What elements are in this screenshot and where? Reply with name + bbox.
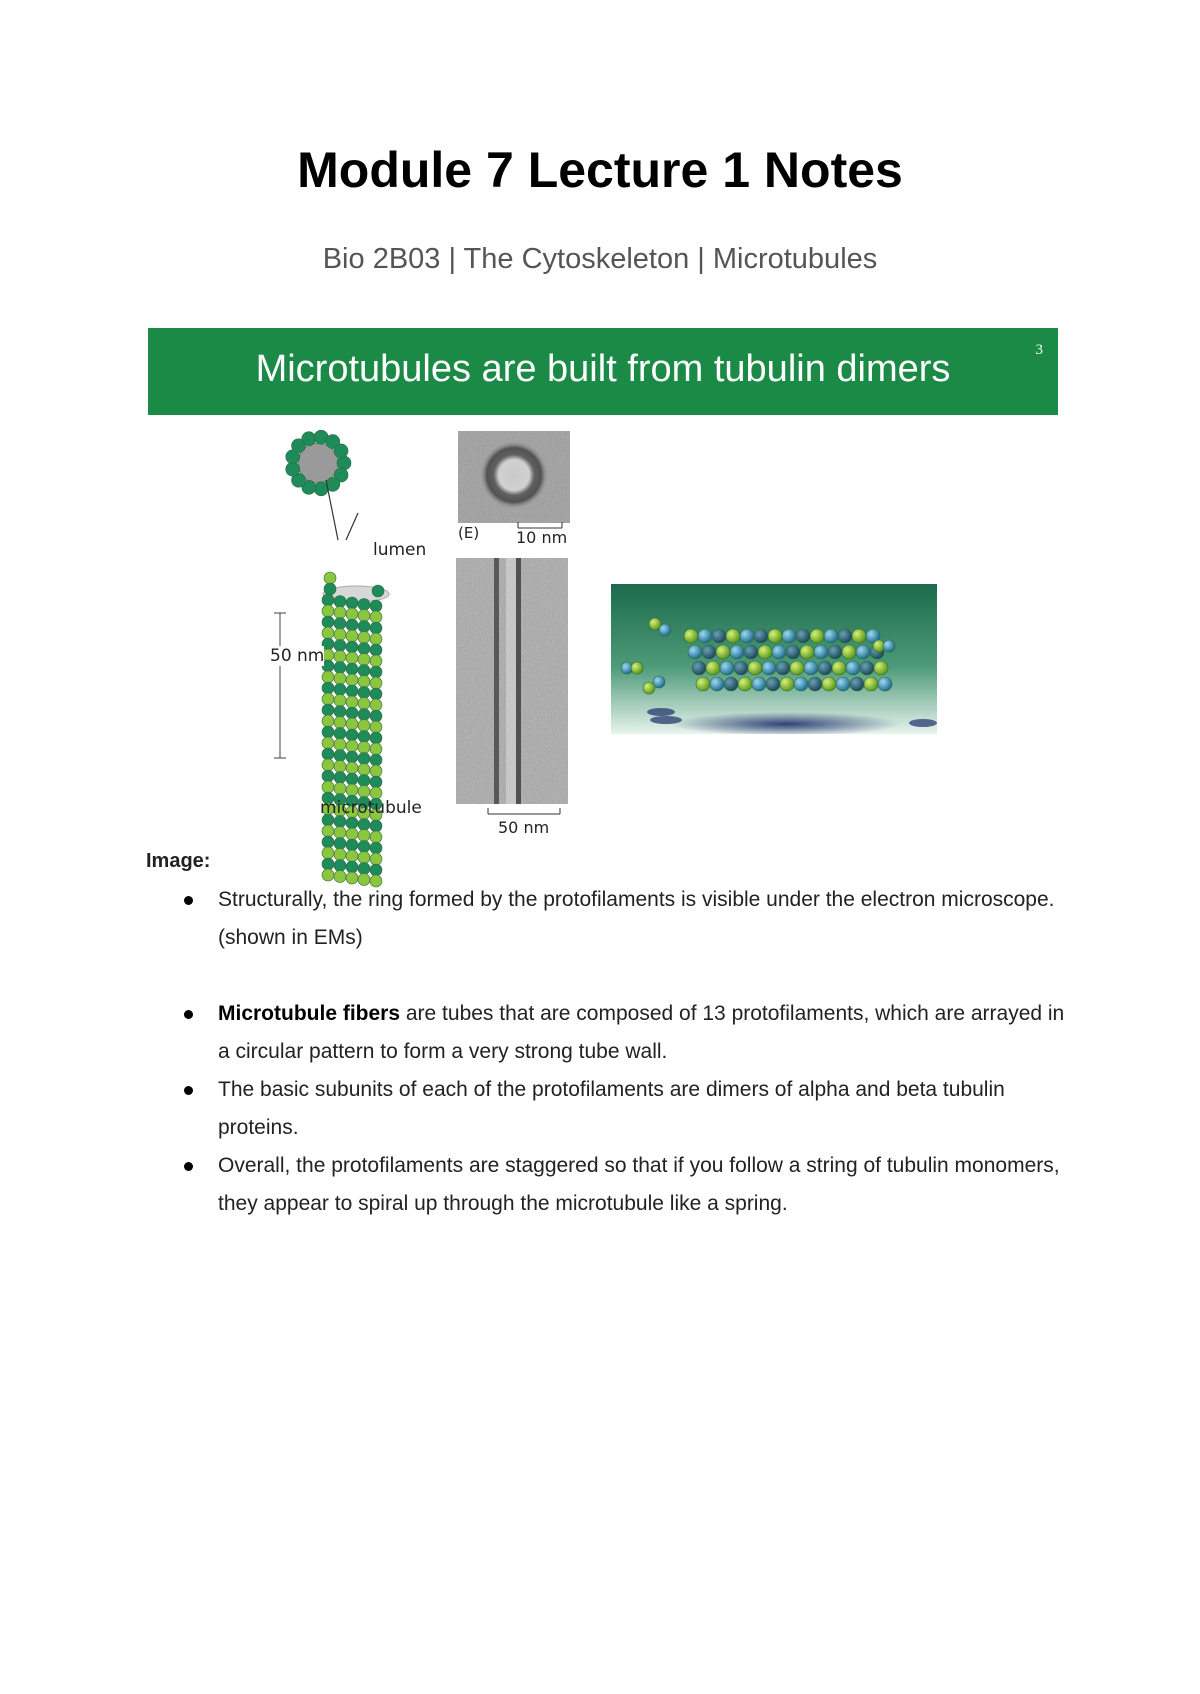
tubulin-subunit xyxy=(358,610,370,622)
tubulin-subunit xyxy=(324,583,336,595)
tubulin-sphere xyxy=(716,645,730,659)
scale-label-bottom: 50 nm xyxy=(498,818,550,837)
tubulin-subunit xyxy=(358,632,370,644)
tubulin-sphere xyxy=(684,629,698,643)
tubulin-sphere xyxy=(800,645,814,659)
tubulin-subunit xyxy=(322,594,334,606)
tubulin-subunit xyxy=(370,655,382,667)
tubulin-subunit xyxy=(346,630,358,642)
tubulin-subunit xyxy=(334,618,346,630)
bullet-text: The basic subunits of each of the protofilaments are dimers of alpha and beta tubulin proteins. xyxy=(218,1078,1005,1139)
tubulin-subunit xyxy=(346,652,358,664)
tubulin-sphere xyxy=(846,661,860,675)
tubulin-sphere xyxy=(836,677,850,691)
tubulin-sphere xyxy=(832,661,846,675)
tubulin-subunit xyxy=(334,761,346,773)
tubulin-subunit xyxy=(370,710,382,722)
tubulin-subunit xyxy=(370,776,382,788)
tubulin-sphere xyxy=(702,645,716,659)
free-tubulin-dimer xyxy=(659,624,671,636)
list-item xyxy=(146,881,1066,957)
tubulin-subunit xyxy=(346,696,358,708)
tubulin-subunit xyxy=(346,707,358,719)
tubulin-subunit xyxy=(358,753,370,765)
em-micrograph-cross-section xyxy=(458,431,570,523)
tubulin-sphere xyxy=(688,645,702,659)
tubulin-sphere xyxy=(698,629,712,643)
tubulin-subunit xyxy=(370,721,382,733)
tubulin-subunit xyxy=(334,640,346,652)
tubulin-sphere xyxy=(814,645,828,659)
tubulin-subunit xyxy=(334,607,346,619)
tubulin-sphere xyxy=(744,645,758,659)
image-label: Image: xyxy=(146,850,211,872)
bullet-text: Structurally, the ring formed by the protofilaments is visible under the electron microscope. (shown in EMs) xyxy=(218,888,1055,949)
tubulin-subunit xyxy=(370,666,382,678)
free-tubulin-dimer xyxy=(653,676,665,688)
tubulin-subunit xyxy=(346,608,358,620)
tubulin-subunit xyxy=(370,600,382,612)
tubulin-subunit xyxy=(334,673,346,685)
tubulin-subunit xyxy=(322,671,334,683)
tubulin-subunit xyxy=(358,764,370,776)
tubulin-subunit xyxy=(334,684,346,696)
tubulin-subunit xyxy=(358,654,370,666)
tubulin-subunit xyxy=(324,572,336,584)
tubulin-subunit xyxy=(322,781,334,793)
bullet-text: Overall, the protofilaments are staggered so that if you follow a string of tubulin monomers, they appear to spiral up through the microtubule like a spring. xyxy=(218,1154,1060,1215)
tubulin-subunit xyxy=(346,773,358,785)
protofilament-subunit xyxy=(302,432,316,446)
tubulin-subunit xyxy=(322,737,334,749)
tubulin-subunit xyxy=(370,732,382,744)
page-title: Module 7 Lecture 1 Notes xyxy=(297,142,903,198)
tubulin-sphere xyxy=(762,661,776,675)
microtubule-label: microtubule xyxy=(320,798,422,818)
tubulin-sphere xyxy=(822,677,836,691)
tubulin-subunit xyxy=(334,772,346,784)
tubulin-sphere xyxy=(758,645,772,659)
protofilament-subunit xyxy=(314,482,328,496)
bullet-dot xyxy=(184,1086,193,1095)
tubulin-sphere xyxy=(850,677,864,691)
tubulin-sphere xyxy=(710,677,724,691)
tubulin-sphere xyxy=(828,645,842,659)
bullet-dot xyxy=(184,1010,193,1019)
tubulin-subunit xyxy=(358,687,370,699)
panel-label: (E) xyxy=(458,524,480,542)
tubulin-subunit xyxy=(346,597,358,609)
microtubule-diagram xyxy=(258,428,438,848)
tubulin-subunit xyxy=(358,665,370,677)
tubulin-subunit xyxy=(322,836,334,848)
microtubule-ring-cross-section xyxy=(286,430,351,496)
tubulin-sphere xyxy=(730,645,744,659)
tubulin-sphere xyxy=(780,677,794,691)
tubulin-subunit xyxy=(322,616,334,628)
tubulin-subunit xyxy=(322,704,334,716)
tubulin-sphere xyxy=(842,645,856,659)
notes-bullet-list xyxy=(146,881,1066,1223)
protofilament-subunit xyxy=(334,444,348,458)
tubulin-subunit xyxy=(334,827,346,839)
protofilament-subunit xyxy=(286,462,300,476)
notes-body xyxy=(146,850,1066,1223)
tubulin-sphere xyxy=(856,645,870,659)
tubulin-subunit xyxy=(370,754,382,766)
tubulin-subunit xyxy=(370,611,382,623)
tubulin-subunit xyxy=(346,619,358,631)
protofilament-subunit xyxy=(337,456,351,470)
tubulin-sphere xyxy=(754,629,768,643)
tubulin-subunit xyxy=(334,717,346,729)
tubulin-subunit xyxy=(358,621,370,633)
tubulin-subunit xyxy=(346,740,358,752)
tubulin-sphere xyxy=(860,661,874,675)
tubulin-subunit xyxy=(370,688,382,700)
tubulin-subunit xyxy=(334,739,346,751)
bullet-bold: Microtubule fibers xyxy=(218,1002,401,1025)
tubulin-subunit xyxy=(346,718,358,730)
free-tubulin-dimer xyxy=(631,662,643,674)
tubulin-subunit xyxy=(370,743,382,755)
tubulin-sphere xyxy=(766,677,780,691)
tubulin-subunit xyxy=(346,663,358,675)
tubulin-subunit xyxy=(322,726,334,738)
tubulin-sphere xyxy=(712,629,726,643)
tubulin-subunit xyxy=(346,751,358,763)
tubulin-sphere xyxy=(696,677,710,691)
tubulin-sphere xyxy=(752,677,766,691)
tubulin-subunit xyxy=(358,698,370,710)
tubulin-subunit xyxy=(346,685,358,697)
tubulin-sphere xyxy=(838,629,852,643)
tubulin-subunit xyxy=(334,629,346,641)
tubulin-sphere xyxy=(720,661,734,675)
tubulin-subunit xyxy=(322,715,334,727)
tubulin-sphere xyxy=(818,661,832,675)
tubulin-sphere xyxy=(864,677,878,691)
tubulin-subunit xyxy=(334,651,346,663)
tubulin-subunit xyxy=(358,775,370,787)
bullet-text: are tubes that are composed of 13 protofilaments, which are arrayed in a circular pattern to form a very strong tube wall. xyxy=(218,1002,1065,1063)
height-label: 50 nm xyxy=(270,646,325,666)
tubulin-sphere xyxy=(748,661,762,675)
tubulin-subunit xyxy=(346,729,358,741)
tubulin-subunit xyxy=(322,605,334,617)
tubulin-sphere xyxy=(782,629,796,643)
microtubule-column xyxy=(322,572,384,887)
tubulin-subunit xyxy=(322,759,334,771)
tubulin-subunit xyxy=(358,731,370,743)
bullet-dot xyxy=(184,1162,193,1171)
tubulin-sphere xyxy=(804,661,818,675)
tubulin-subunit xyxy=(346,784,358,796)
tubulin-subunit xyxy=(334,728,346,740)
tubulin-sphere xyxy=(824,629,838,643)
tubulin-subunit xyxy=(322,770,334,782)
tubulin-subunit xyxy=(358,830,370,842)
tubulin-subunit xyxy=(334,838,346,850)
tubulin-subunit xyxy=(346,817,358,829)
tubulin-sphere xyxy=(796,629,810,643)
tubulin-sphere xyxy=(734,661,748,675)
tubulin-sphere xyxy=(706,661,720,675)
slide-banner-title: Microtubules are built from tubulin dimers xyxy=(255,348,951,390)
tubulin-subunit xyxy=(322,825,334,837)
tubulin-sphere xyxy=(810,629,824,643)
tubulin-sphere xyxy=(768,629,782,643)
list-item xyxy=(146,995,1066,1071)
tubulin-subunit xyxy=(358,643,370,655)
bullet-dot xyxy=(184,896,193,905)
tubulin-subunit xyxy=(370,622,382,634)
tubulin-subunit xyxy=(346,828,358,840)
tubulin-subunit xyxy=(346,762,358,774)
tubulin-subunit xyxy=(334,783,346,795)
tubulin-subunit xyxy=(358,676,370,688)
tubulin-subunit xyxy=(358,742,370,754)
tubulin-subunit xyxy=(370,765,382,777)
tubulin-sphere xyxy=(740,629,754,643)
tubulin-subunit xyxy=(370,644,382,656)
slide-number: 3 xyxy=(1035,342,1043,358)
tubulin-sphere xyxy=(874,661,888,675)
tubulin-3d-model xyxy=(611,584,937,734)
tubulin-subunit xyxy=(372,585,384,597)
tubulin-subunit xyxy=(334,596,346,608)
tubulin-subunit xyxy=(346,641,358,653)
tubulin-sphere xyxy=(790,661,804,675)
tubulin-subunit xyxy=(322,682,334,694)
tubulin-subunit xyxy=(370,677,382,689)
list-item xyxy=(146,1147,1066,1223)
scale-label-top: 10 nm xyxy=(516,528,568,547)
slide-image xyxy=(148,328,1058,837)
tubulin-sphere xyxy=(786,645,800,659)
tubulin-subunit xyxy=(370,820,382,832)
tubulin-sphere xyxy=(692,661,706,675)
tubulin-subunit xyxy=(358,709,370,721)
tubulin-subunit xyxy=(322,627,334,639)
page-subtitle: Bio 2B03 | The Cytoskeleton | Microtubules xyxy=(322,243,878,275)
tubulin-subunit xyxy=(334,662,346,674)
scale-bar-bottom xyxy=(486,806,566,816)
tubulin-sphere xyxy=(852,629,866,643)
list-item xyxy=(146,1071,1066,1147)
tubulin-sphere xyxy=(808,677,822,691)
em-micrograph-longitudinal xyxy=(456,558,568,804)
tubulin-sphere xyxy=(794,677,808,691)
tubulin-sphere xyxy=(776,661,790,675)
tubulin-subunit xyxy=(358,720,370,732)
tubulin-sphere xyxy=(738,677,752,691)
tubulin-subunit xyxy=(334,695,346,707)
tubulin-subunit xyxy=(358,599,370,611)
tubulin-sphere xyxy=(878,677,892,691)
tubulin-subunit xyxy=(358,786,370,798)
tubulin-subunit xyxy=(358,819,370,831)
tubulin-subunit xyxy=(370,699,382,711)
tubulin-subunit xyxy=(334,706,346,718)
tubulin-subunit xyxy=(346,674,358,686)
tubulin-subunit xyxy=(322,693,334,705)
free-tubulin-dimer xyxy=(883,640,895,652)
tubulin-sphere xyxy=(726,629,740,643)
tubulin-subunit xyxy=(334,750,346,762)
tubulin-sphere xyxy=(772,645,786,659)
tubulin-subunit xyxy=(370,633,382,645)
slide-banner xyxy=(148,328,1058,415)
tubulin-subunit xyxy=(370,831,382,843)
lumen-label: lumen xyxy=(373,540,427,560)
tubulin-sphere xyxy=(724,677,738,691)
tubulin-subunit xyxy=(322,748,334,760)
